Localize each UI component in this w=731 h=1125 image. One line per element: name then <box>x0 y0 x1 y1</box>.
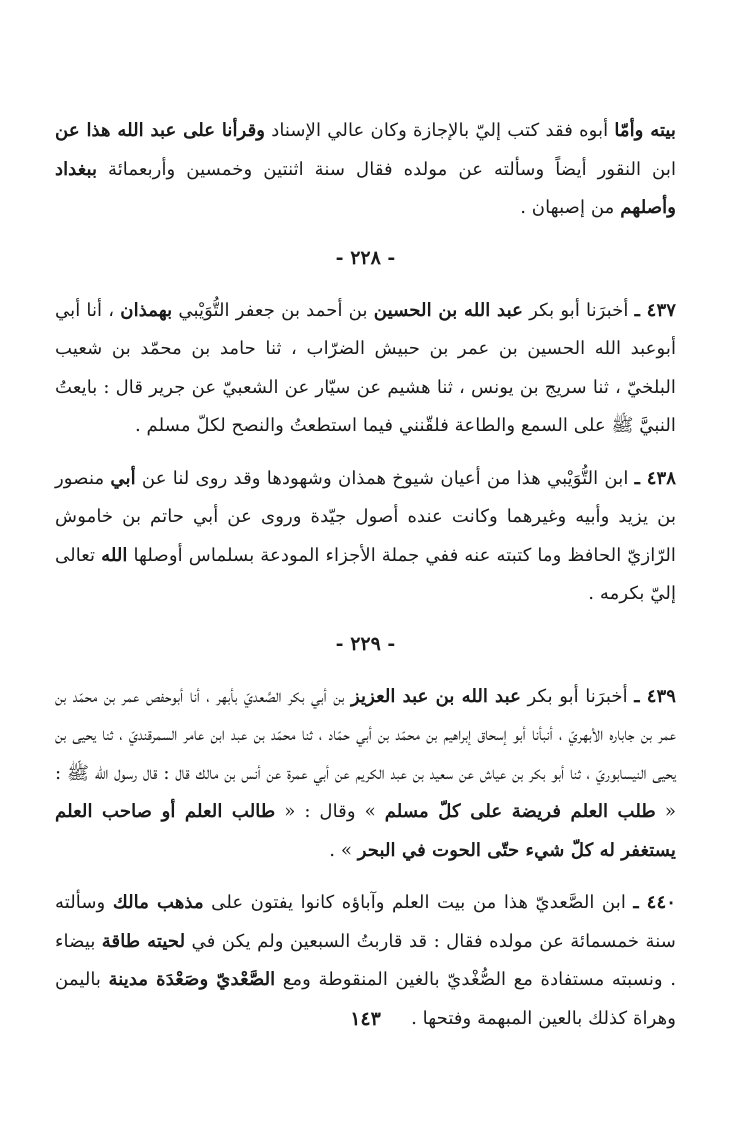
text-paragraph <box>55 678 676 871</box>
text-paragraph <box>55 460 676 614</box>
text-segment: ابن النقور أيضاً وسألته عن مولده فقال سنة اثنتين وخمسين وأربعمائة <box>97 158 676 180</box>
section-heading: - ٢٢٨ - <box>335 246 396 269</box>
text-segment: ابن التُّوَيْبي هذا من أعيان شيوخ همذان وشهودها وقد روى لنا عن <box>135 467 635 489</box>
bold-text-segment: بهمذان <box>120 299 173 321</box>
page-body <box>55 112 676 1038</box>
text-segment: » وقال : « <box>275 801 385 822</box>
text-segment: من إصبهان . <box>520 197 621 218</box>
text-segment: أبوه فقد كتب إليّ بالإجازة وكان عالي الإسناد <box>265 120 615 141</box>
page-number: ١٤٣ <box>350 1008 381 1030</box>
bold-text-segment: وأصلهم <box>620 197 676 218</box>
text-segment: بن أبي بكر الصَّعديّ بأبهر ، أنا أبوحفص عمر بن محمّد بن عمر بن جاباره الأبهريّ ، أنبأنا أبو إسحاق إبراهيم بن محمّد بن أبي حمّاد ، ثنا محمّد بن عبد ابن عامر السمرقنديّ ، ثنا يحيى بن يحيى النيسابوريّ ، ثنا أبو بكر بن عياش عن سعيد بن عبد الكريم عن أبي عمرة عن أنس بن مالك قال : قال رسول الله ﷺ : « <box>55 685 676 822</box>
bold-text-segment: طلب العلم فريضة على كلّ مسلم <box>384 801 656 822</box>
bold-text-segment: ٤٣٧ ـ <box>634 299 676 321</box>
bold-text-segment: عبد الله بن عبد العزيز <box>350 685 521 707</box>
bold-text-segment: طالب العلم أو صاحب العلم يستغفر له كلّ شيء حتّى الحوت في البحر <box>55 801 676 861</box>
bold-text-segment: وقرأنا على عبد الله هذا عن <box>55 120 266 141</box>
bold-text-segment: ٤٣٨ ـ <box>634 467 676 489</box>
text-segment: بن أحمد بن جعفر التُّوَيْبي <box>172 299 374 321</box>
text-segment: باليمن وهراة كذلك بالعين المبهمة وفتحها . <box>55 969 676 1029</box>
text-segment: أخبرَنا أبو بكر <box>522 299 635 321</box>
bold-text-segment: عبد الله بن الحسين <box>373 299 523 321</box>
bold-text-segment: الصَّعْديّ وصَعْدَة مدينة <box>108 969 276 990</box>
text-paragraph <box>55 292 676 446</box>
bold-text-segment: بيته <box>643 120 676 141</box>
text-segment: » . <box>329 839 358 861</box>
text-paragraph <box>55 112 676 228</box>
bold-text-segment: وأمّا <box>614 120 644 141</box>
bold-text-segment: ٤٤٠ ـ <box>633 892 676 913</box>
bold-text-segment: ببغداد <box>55 158 98 180</box>
text-segment: ابن الصَّعديّ هذا من بيت العلم وآباؤه كانوا يفتون على <box>203 892 634 913</box>
text-segment: منصور بن يزيد وأبيه وغيرهما وكانت عنده أصول جيّدة وروى عن أبي حاتم بن خاموش الرّازيّ الحافظ وما كتبته عنه ففي جملة الأجزاء المودعة بسلماس أوصلها <box>55 467 676 566</box>
text-segment: بيضاء . ونسبته مستفادة مع الصُّغْديّ بالغين المنقوطة ومع <box>55 930 676 990</box>
bold-text-segment: لحيته طاقة <box>101 930 186 952</box>
text-segment: وسألته سنة خمسمائة عن مولده فقال : قد قاربتُ السبعين ولم يكن في <box>55 892 676 952</box>
text-segment: أخبرَنا أبو بكر <box>520 685 635 707</box>
text-segment: ، أنا أبي أبوعبد الله الحسين بن عمر بن حبيش الضرّاب ، ثنا حامد بن محمّد بن شعيب البلخيّ ، ثنا سريج بن يونس ، ثنا هشيم عن سيّار عن الشعبيّ عن جرير قال : بايعتُ النبيَّ ﷺ على السمع والطاعة فلقّنني فيما استطعتُ والنصح لكلّ مسلم . <box>55 299 676 436</box>
bold-text-segment: مذهب مالك <box>112 892 204 913</box>
bold-text-segment: ٤٣٩ ـ <box>634 685 676 707</box>
bold-text-segment: أبي <box>110 467 136 489</box>
bold-text-segment: الله <box>101 544 128 566</box>
text-segment: تعالى إليّ بكرمه . <box>55 544 676 604</box>
section-heading: - ٢٢٩ - <box>335 632 396 655</box>
